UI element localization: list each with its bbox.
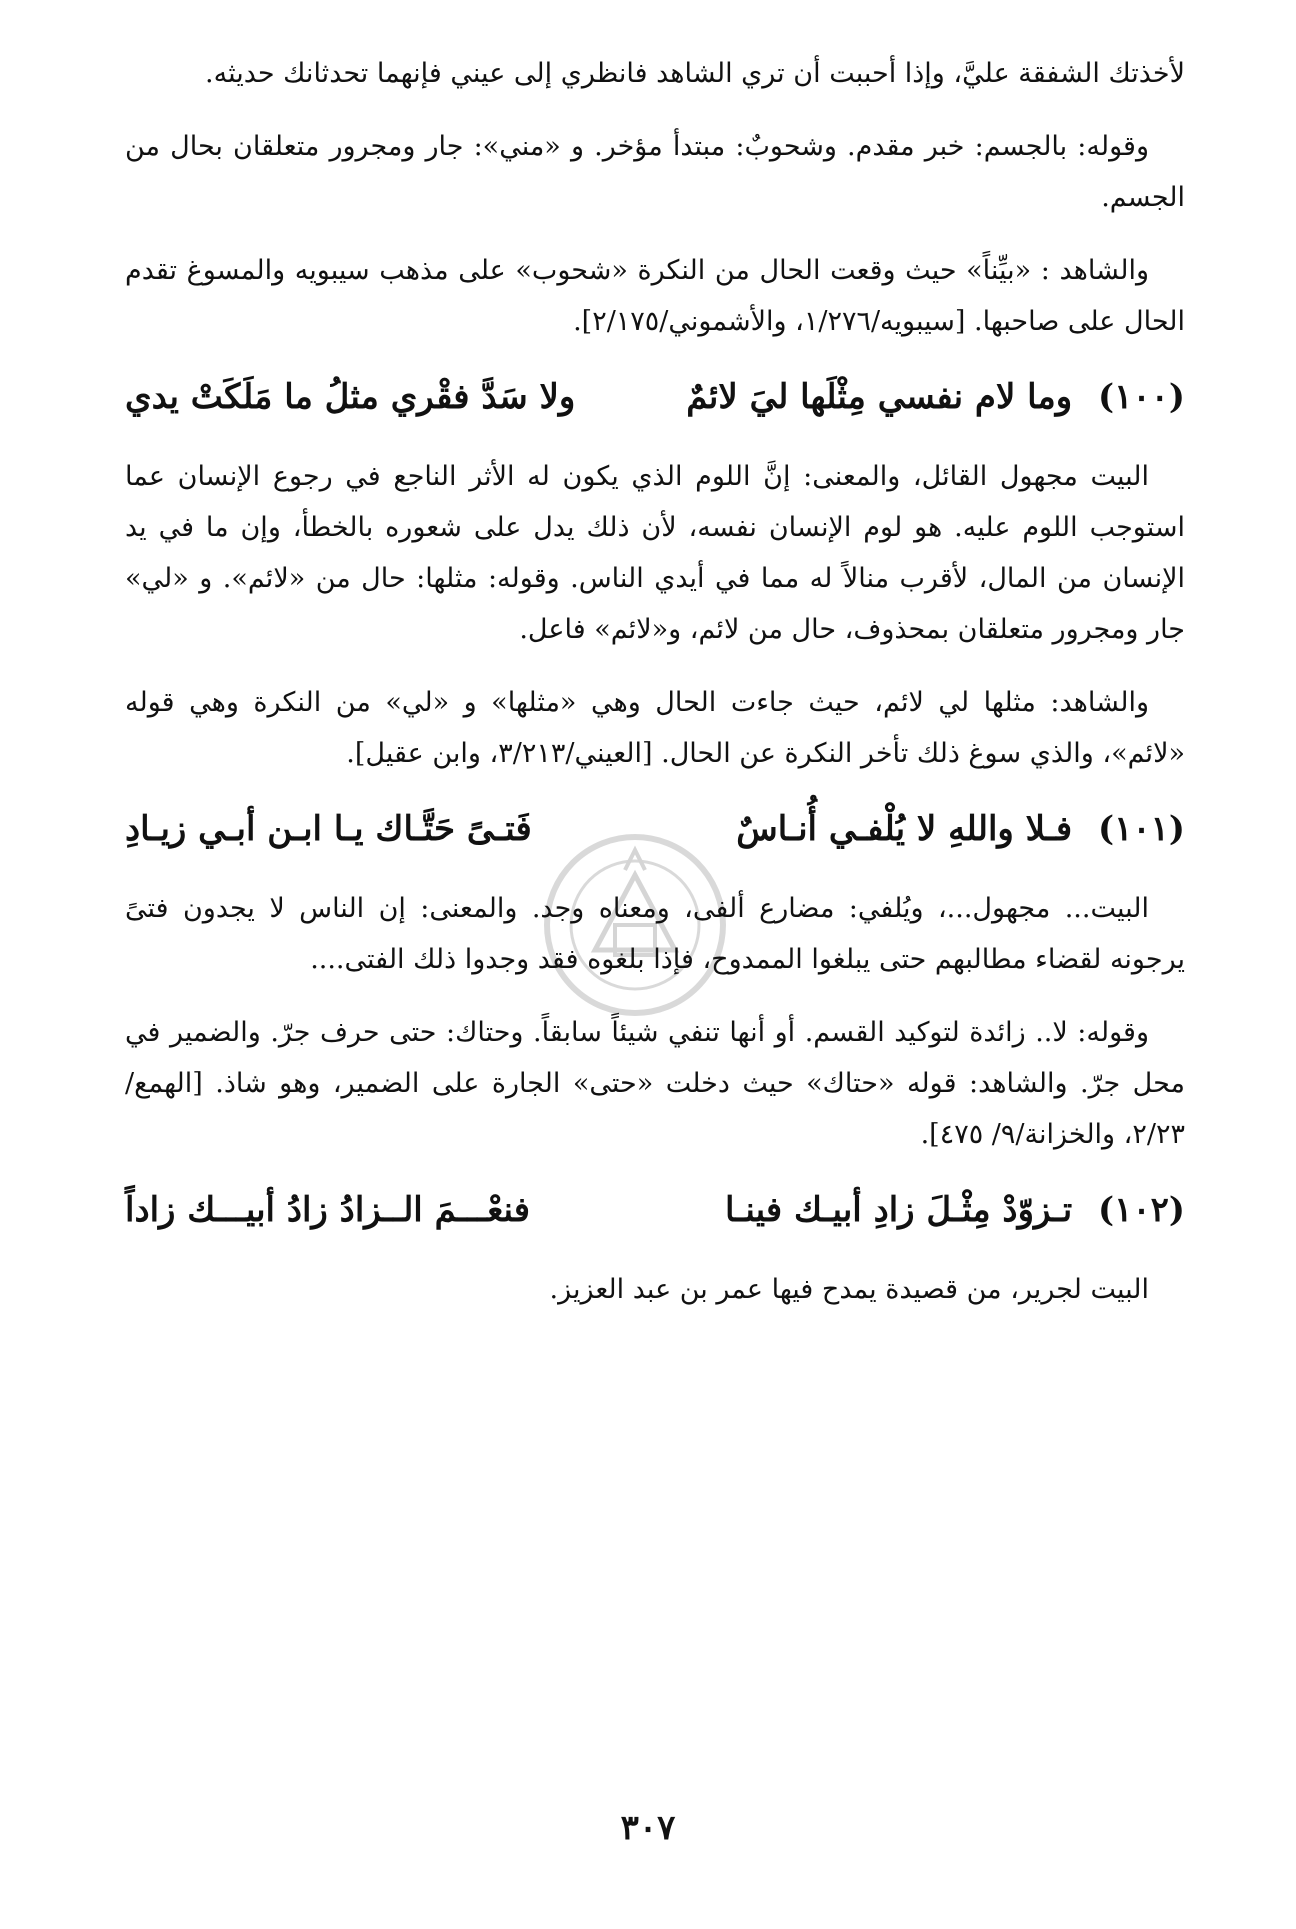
verse-hemistich-second: فنعْـــمَ الــزادُ زادُ أبيـــك زاداً xyxy=(125,1190,531,1230)
verse-number: (١٠٠) xyxy=(1098,377,1185,417)
verse-hemistich-second: ولا سَدَّ فقْري مثلُ ما مَلَكَتْ يدي xyxy=(125,377,576,417)
paragraph: البيت لجرير، من قصيدة يمدح فيها عمر بن عبد العزيز. xyxy=(549,1274,1149,1305)
verse-hemistich-first: فـلا واللهِ لا يُلْفـي أُنـاسٌ xyxy=(736,809,1073,849)
paragraph: والشاهد: مثلها لي لائم، حيث جاءت الحال وهي «مثلها» و «لي» من النكرة وهي قوله «لائم»، والذي سوغ ذلك تأخر النكرة عن الحال. [العيني/٣/٢١٣، وابن عقيل]. xyxy=(125,687,1185,769)
paragraph: والشاهد : «بيِّناً» حيث وقعت الحال من النكرة «شحوب» على مذهب سيبويه والمسوغ تقدم الحال على صاحبها. [سيبويه/١/٢٧٦، والأشموني/٢/١٧٥]. xyxy=(125,255,1185,337)
verse-number: (١٠٢) xyxy=(1098,1190,1185,1230)
paragraph: البيت... مجهول...، ويُلفي: مضارع ألفى، ومعناه وجد. والمعنى: إن الناس لا يجدون فتىً يرجونه لقضاء مطالبهم حتى يبلغوا الممدوح، فإذا بلغوه فقد وجدوا ذلك الفتى.... xyxy=(125,893,1185,975)
verse-101 xyxy=(125,801,1185,857)
verse-number: (١٠١) xyxy=(1098,809,1185,849)
verse-hemistich-first: تـزوّدْ مِثْـلَ زادِ أبيـك فينـا xyxy=(725,1190,1073,1230)
verse-102 xyxy=(125,1182,1185,1238)
page-body xyxy=(125,48,1185,1337)
paragraph: وقوله: لا.. زائدة لتوكيد القسم. أو أنها تنفي شيئاً سابقاً. وحتاك: حتى حرف جرّ. والضمير في محل جرّ. والشاهد: قوله «حتاك» حيث دخلت «حتى» الجارة على الضمير، وهو شاذ. [الهمع/٢/٢٣، والخزانة/٩/ ٤٧٥]. xyxy=(125,1017,1185,1150)
paragraph: البيت مجهول القائل، والمعنى: إنَّ اللوم الذي يكون له الأثر الناجع في رجوع الإنسان عما استوجب اللوم عليه. هو لوم الإنسان نفسه، لأن ذلك يدل على شعوره بالخطأ، وإن ما في يد الإنسان من المال، لأقرب منالاً له مما في أيدي الناس. وقوله: مثلها: حال من «لائم». و «لي» جار ومجرور متعلقان بمحذوف، حال من لائم، و«لائم» فاعل. xyxy=(125,461,1185,645)
verse-100 xyxy=(125,369,1185,425)
paragraph: وقوله: بالجسم: خبر مقدم. وشحوبٌ: مبتدأ مؤخر. و «مني»: جار ومجرور متعلقان بحال من الجسم. xyxy=(125,131,1185,213)
verse-hemistich-second: فَتـىً حَتَّـاك يـا ابـن أبـي زيـادِ xyxy=(125,809,532,849)
paragraph: لأخذتك الشفقة عليَّ، وإذا أحببت أن تري الشاهد فانظري إلى عيني فإنهما تحدثانك حديثه. xyxy=(205,58,1185,89)
page-number: ٣٠٧ xyxy=(620,1808,676,1848)
verse-hemistich-first: وما لام نفسي مِثْلَها ليَ لائمٌ xyxy=(686,377,1073,417)
